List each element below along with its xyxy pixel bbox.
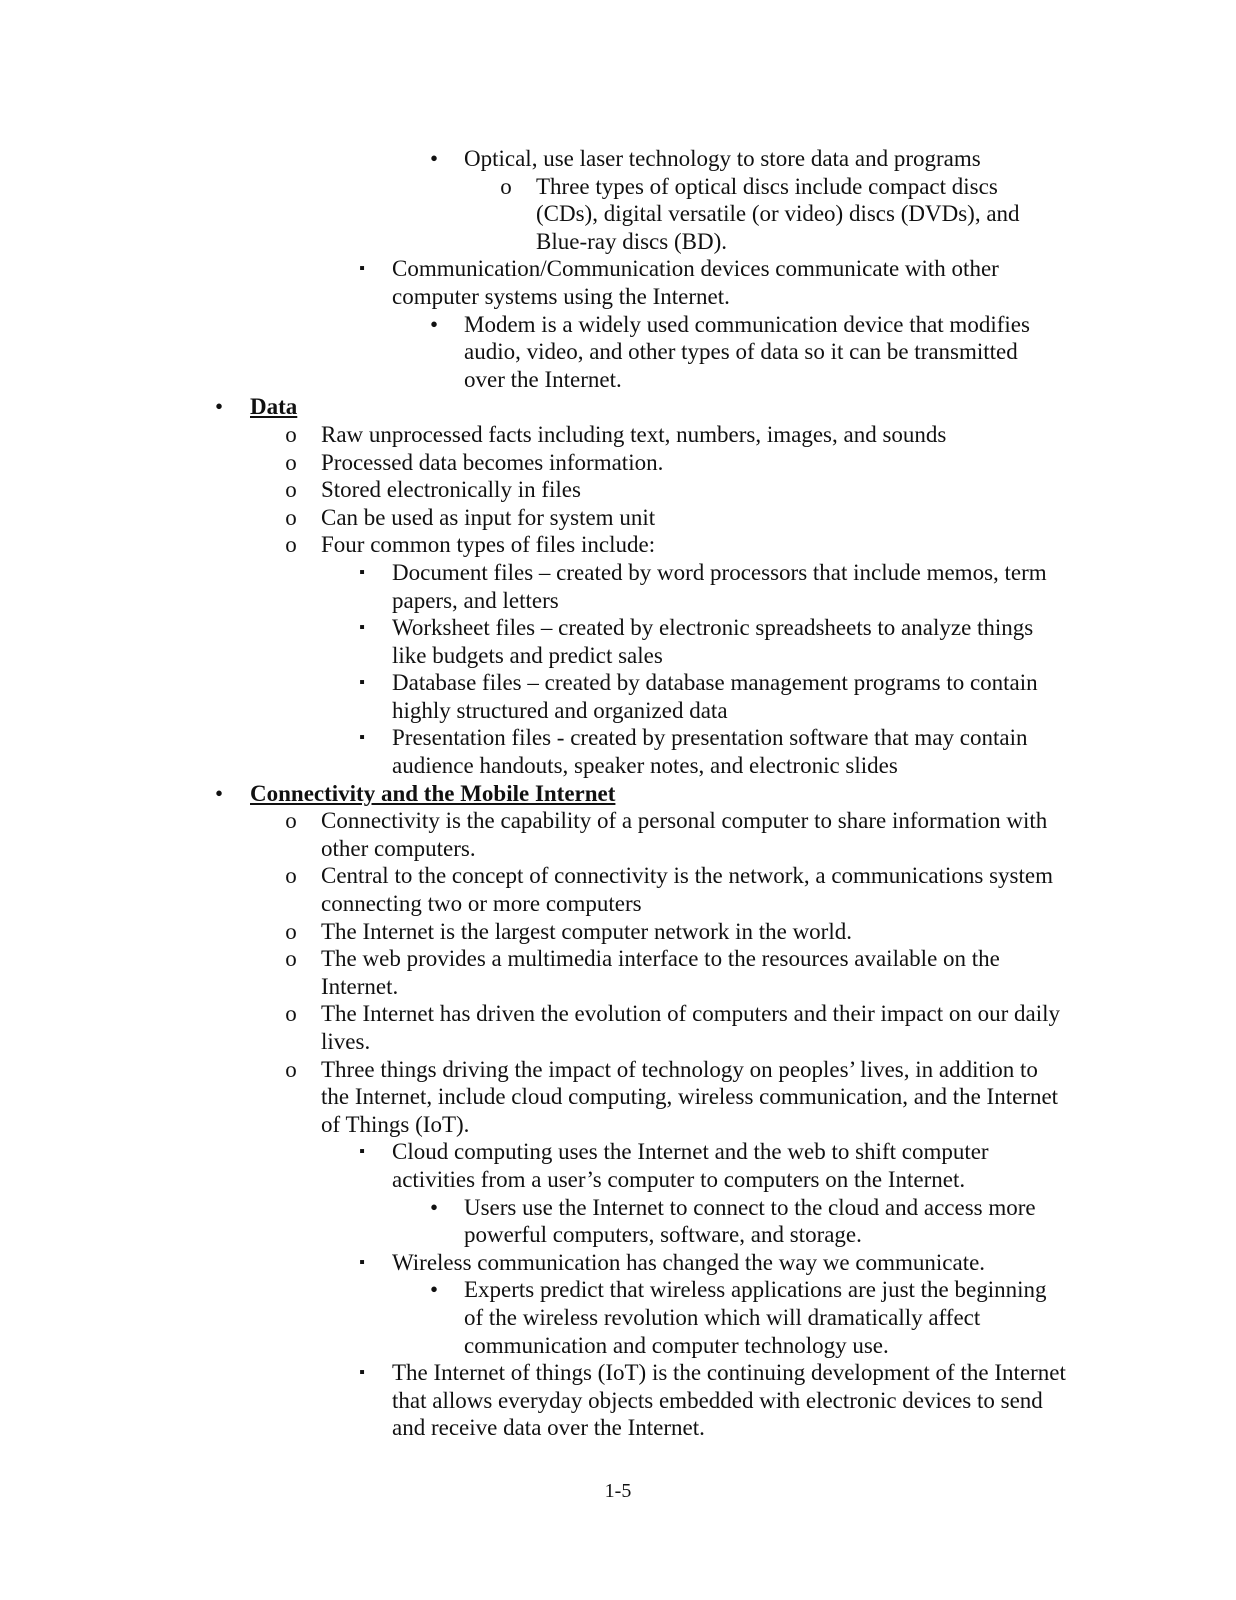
bullet-marker: o	[285, 1056, 297, 1082]
list-item-text: Central to the concept of connectivity is the network, a communications system connecting two or more computers	[321, 863, 1053, 917]
bullet-marker: ▪	[359, 674, 365, 692]
list-item	[0, 862, 1236, 917]
list-item	[0, 1359, 1236, 1442]
list-item-text: Three things driving the impact of technology on peoples’ lives, in addition to the Internet, include cloud computing, wireless communication, and the Internet of Things (IoT).	[321, 1056, 1059, 1137]
bullet-marker: o	[285, 946, 297, 972]
bullet-marker: ▪	[359, 619, 365, 637]
page-number: 1-5	[604, 1480, 632, 1502]
list-item	[0, 1056, 1236, 1139]
list-item-text: Wireless communication has changed the way we communicate.	[392, 1249, 986, 1275]
list-item	[0, 724, 1236, 779]
list-item-text: The web provides a multimedia interface to the resources available on the Internet.	[321, 946, 1000, 999]
list-item-text: Communication/Communication devices communicate with other computer systems using the Internet.	[392, 256, 999, 309]
section-heading-text: Data	[250, 394, 298, 420]
bullet-marker: ▪	[359, 729, 365, 747]
list-item	[0, 145, 1236, 173]
bullet-marker: •	[214, 394, 224, 420]
list-item-text: Cloud computing uses the Internet and the web to shift computer activities from a user’s computer to computers on the Internet.	[392, 1139, 989, 1192]
bullet-marker: ▪	[359, 1364, 365, 1382]
bullet-marker: •	[429, 146, 439, 171]
list-item	[0, 255, 1236, 310]
list-item	[0, 449, 1236, 477]
list-item-text: Connectivity is the capability of a personal computer to share information with other computers.	[321, 808, 1048, 861]
list-item	[0, 504, 1236, 532]
list-item-text: The Internet of things (IoT) is the continuing development of the Internet that allows everyday objects embedded with electronic devices to send and receive data over the Internet.	[392, 1360, 1066, 1441]
list-item-text: Worksheet files – created by electronic spreadsheets to analyze things like budgets and predict sales	[392, 615, 1034, 668]
bullet-marker: o	[285, 808, 297, 834]
list-item	[0, 669, 1236, 724]
list-item	[0, 421, 1236, 449]
list-item-text: Modem is a widely used communication device that modifies audio, video, and other types of data so it can be transmitted over the Internet.	[464, 311, 1030, 392]
bullet-marker: o	[285, 918, 297, 944]
bullet-marker: o	[500, 173, 512, 199]
list-item	[0, 311, 1236, 394]
list-item	[0, 559, 1236, 614]
list-item-text: Can be used as input for system unit	[321, 504, 656, 530]
outline-list	[0, 145, 1236, 1442]
list-item	[0, 1138, 1236, 1193]
bullet-marker: •	[429, 1277, 439, 1303]
list-item	[0, 531, 1236, 559]
list-item	[0, 476, 1236, 504]
list-item-text: Document files – created by word processors that include memos, term papers, and letters	[392, 559, 1047, 613]
list-item-text: Raw unprocessed facts including text, numbers, images, and sounds	[321, 421, 947, 447]
list-item-text: Processed data becomes information.	[321, 449, 664, 475]
bullet-marker: •	[214, 780, 224, 806]
list-item	[0, 1194, 1236, 1249]
bullet-marker: o	[285, 1001, 297, 1027]
bullet-marker: o	[285, 863, 297, 889]
list-item-text: The Internet has driven the evolution of computers and their impact on our daily lives.	[321, 1001, 1060, 1054]
list-item	[0, 945, 1236, 1000]
list-item	[0, 173, 1236, 256]
bullet-marker: o	[285, 421, 297, 447]
list-item	[0, 1000, 1236, 1055]
list-item-text: Experts predict that wireless applications are just the beginning of the wireless revolution which will dramatically affect communication and computer technology use.	[464, 1277, 1047, 1358]
bullet-marker: o	[285, 449, 297, 475]
list-item-text: Database files – created by database management programs to contain highly structured and organized data	[392, 670, 1038, 723]
bullet-marker: ▪	[359, 1253, 365, 1271]
bullet-marker: •	[429, 1194, 439, 1220]
list-item-text: The Internet is the largest computer network in the world.	[321, 918, 852, 944]
list-item-text: Four common types of files include:	[321, 532, 656, 558]
section-heading-data	[0, 393, 1236, 421]
list-item-text: Optical, use laser technology to store data and programs	[464, 146, 981, 171]
bullet-marker: ▪	[359, 563, 365, 581]
list-item	[0, 1276, 1236, 1359]
section-heading-text: Connectivity and the Mobile Internet	[250, 780, 616, 806]
bullet-marker: o	[285, 504, 297, 530]
bullet-marker: ▪	[359, 260, 365, 278]
list-item-text: Presentation files - created by presentation software that may contain audience handouts, speaker notes, and electronic slides	[392, 725, 1028, 779]
bullet-marker: •	[429, 311, 439, 337]
list-item	[0, 918, 1236, 946]
section-heading-connectivity	[0, 780, 1236, 808]
list-item-text: Three types of optical discs include compact discs (CDs), digital versatile (or video) discs (DVDs), and Blue-ray discs (BD).	[536, 173, 1020, 254]
list-item-text: Stored electronically in files	[321, 477, 581, 503]
list-item	[0, 807, 1236, 862]
list-item	[0, 614, 1236, 669]
list-item-text: Users use the Internet to connect to the cloud and access more powerful computers, software, and storage.	[464, 1194, 1036, 1248]
bullet-marker: o	[285, 532, 297, 558]
bullet-marker: ▪	[359, 1143, 365, 1161]
list-item	[0, 1249, 1236, 1277]
bullet-marker: o	[285, 477, 297, 503]
